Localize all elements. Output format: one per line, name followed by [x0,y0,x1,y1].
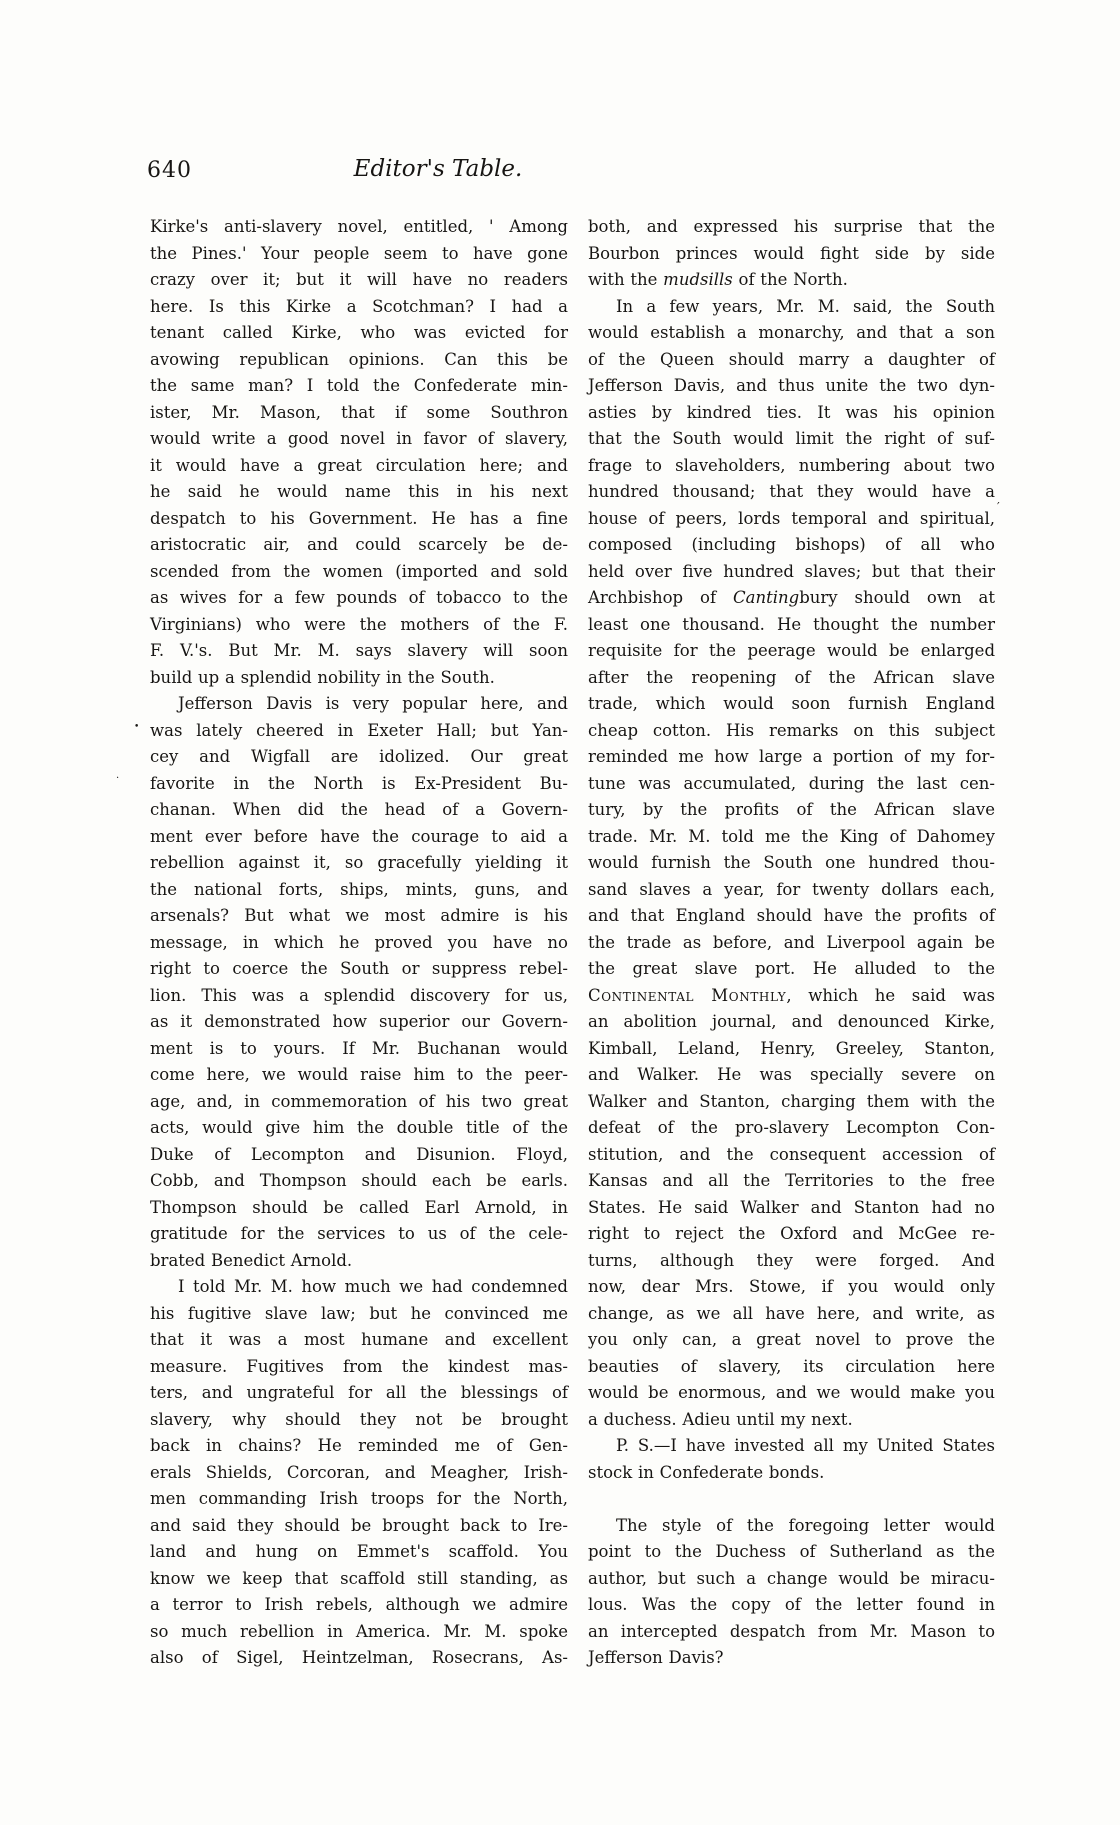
text-line: now, dear Mrs. Stowe, if you would only [588,1277,995,1296]
text-line: trade. Mr. M. told me the King of Dahomey [588,826,995,846]
text-line: avowing republican opinions. Can this be [150,349,568,369]
right-column [588,214,995,1672]
text-line: the Pines.' Your people seem to have gone [150,243,568,263]
text-line: Kirke's anti-slavery novel, entitled, ' Among [150,217,568,236]
text-line: P. S.—I have invested all my United States [616,1436,995,1455]
text-line: a duchess. Adieu until my next. [588,1409,853,1429]
text-line: and said they should be brought back to Ire- [150,1515,568,1535]
text-line: beauties of slavery, its circulation here [588,1356,995,1376]
text-line: States. He said Walker and Stanton had no [588,1197,995,1217]
page-number: 640 [147,158,192,183]
text-line: was lately cheered in Exeter Hall; but Yan- [150,720,568,740]
text-line: with the mudsills of the North. [588,270,848,289]
ink-speck: • [134,722,140,732]
text-line: tury, by the profits of the African slave [588,800,995,819]
text-line: an abolition journal, and denounced Kirke, [588,1012,995,1031]
text-line: ment ever before have the courage to aid a [150,826,568,846]
text-line: the same man? I told the Confederate min- [150,376,568,395]
text-line: ters, and ungrateful for all the blessings of [150,1383,568,1402]
text-line: crazy over it; but it will have no readers [150,270,568,289]
text-line: and Walker. He was specially severe on [588,1065,995,1084]
text-line: that the South would limit the right of suf- [588,429,995,448]
text-line: a terror to Irish rebels, although we admire [150,1595,568,1614]
ink-speck: . [116,770,120,781]
text-line: In a few years, Mr. M. said, the South [616,296,995,316]
text-line: Duke of Lecompton and Disunion. Floyd, [150,1144,568,1164]
paragraph [588,1433,995,1486]
text-line: build up a splendid nobility in the South. [150,667,495,687]
text-line: The style of the foregoing letter would [616,1515,995,1535]
text-line: tenant called Kirke, who was evicted for [150,323,568,342]
running-title: Editor's Table. [353,156,523,182]
text-line: erals Shields, Corcoran, and Meagher, Irish- [150,1462,568,1482]
text-line: F. V.'s. But Mr. M. says slavery will soon [150,641,568,660]
text-line: that it was a most humane and excellent [150,1330,568,1349]
text-line: asties by kindred ties. It was his opinion [588,402,995,422]
text-line: turns, although they were forged. And [588,1250,995,1270]
text-line: favorite in the North is Ex-President Bu- [150,773,568,793]
paragraph [588,294,995,1434]
text-line: men commanding Irish troops for the North, [150,1489,568,1508]
text-line: chanan. When did the head of a Govern- [150,800,568,819]
text-line: point to the Duchess of Sutherland as the [588,1542,995,1561]
text-block [150,214,995,1672]
text-line: message, in which he proved you have no [150,932,568,952]
text-line: hundred thousand; that they would have a [588,482,995,501]
text-line: also of Sigel, Heintzelman, Rosecrans, As- [150,1648,568,1667]
text-line: and that England should have the profits of [588,906,995,925]
text-line: it would have a great circulation here; and [150,455,568,475]
text-line: Kansas and all the Territories to the free [588,1171,995,1190]
paragraph [588,1513,995,1672]
text-line: cey and Wigfall are idolized. Our great [150,747,568,766]
text-line: so much rebellion in America. Mr. M. spoke [150,1621,568,1641]
text-line: ister, Mr. Mason, that if some Southron [150,402,568,422]
text-line: stitution, and the consequent accession of [588,1144,995,1164]
text-line: land and hung on Emmet's scaffold. You [150,1542,568,1561]
text-line: Bourbon princes would fight side by side [588,243,995,263]
text-line: house of peers, lords temporal and spiritual, [588,508,995,528]
text-line: after the reopening of the African slave [588,667,995,687]
text-line: Virginians) who were the mothers of the F. [150,614,568,634]
text-line: lous. Was the copy of the letter found in [588,1595,995,1614]
text-line: I told Mr. M. how much we had condemned [178,1277,568,1296]
text-line: cheap cotton. His remarks on this subject [588,720,995,740]
text-line: sand slaves a year, for twenty dollars each, [588,879,995,899]
text-line: Continental Monthly, which he said was [588,985,995,1005]
text-line: despatch to his Government. He has a fine [150,508,568,528]
text-line: would furnish the South one hundred thou- [588,853,995,872]
text-line: Cobb, and Thompson should each be earls. [150,1171,568,1190]
text-line: the trade as before, and Liverpool again be [588,932,995,952]
text-line: frage to slaveholders, numbering about two [588,455,995,475]
paragraph [588,214,995,294]
text-line: Archbishop of Cantingbury should own at [588,588,996,607]
text-line: age, and, in commemoration of his two great [150,1091,568,1111]
text-line: you only can, a great novel to prove the [588,1330,995,1349]
text-line: arsenals? But what we most admire is his [150,906,568,925]
text-line: composed (including bishops) of all who [588,535,995,554]
text-line: here. Is this Kirke a Scotchman? I had a [150,296,568,316]
left-column [150,214,568,1672]
text-line: would write a good novel in favor of slavery, [150,429,568,448]
text-line: requisite for the peerage would be enlarged [588,641,995,660]
text-line: his fugitive slave law; but he convinced me [150,1303,568,1323]
text-line: of the Queen should marry a daughter of [588,349,995,369]
text-line: back in chains? He reminded me of Gen- [150,1436,568,1455]
text-line: would establish a monarchy, and that a son [588,323,995,342]
text-line: scended from the women (imported and sold [150,561,568,581]
text-line: Jefferson Davis, and thus unite the two dyn- [588,376,995,395]
text-line: would be enormous, and we would make you [588,1383,995,1402]
ink-speck: ′ [997,500,1000,514]
text-line: he said he would name this in his next [150,482,568,501]
text-line: measure. Fugitives from the kindest mas- [150,1356,568,1376]
text-line: trade, which would soon furnish England [588,694,995,713]
text-line: the national forts, ships, mints, guns, and [150,879,568,899]
text-line: know we keep that scaffold still standing, as [150,1568,568,1588]
text-line: defeat of the pro-slavery Lecompton Con- [588,1118,995,1137]
text-line: reminded me how large a portion of my for- [588,747,995,766]
text-line: least one thousand. He thought the number [588,614,995,634]
text-line: gratitude for the services to us of the cele- [150,1224,568,1243]
text-line: rebellion against it, so gracefully yielding it [150,853,568,872]
text-line: Kimball, Leland, Henry, Greeley, Stanton, [588,1038,995,1058]
paragraph [150,1274,568,1672]
text-line: the great slave port. He alluded to the [588,959,995,978]
text-line: acts, would give him the double title of the [150,1118,568,1137]
text-line: Jefferson Davis? [588,1648,724,1667]
text-line: both, and expressed his surprise that the [588,217,995,236]
text-line: held over five hundred slaves; but that their [588,561,995,581]
paragraph [150,214,568,691]
text-line: come here, we would raise him to the peer- [150,1065,568,1084]
text-line: ment is to yours. If Mr. Buchanan would [150,1038,568,1058]
text-line: author, but such a change would be miracu- [588,1568,995,1588]
text-line: as it demonstrated how superior our Govern- [150,1012,568,1031]
text-line: right to reject the Oxford and McGee re- [588,1224,995,1243]
text-line: aristocratic air, and could scarcely be de- [150,535,568,554]
text-line: change, as we all have here, and write, as [588,1303,995,1323]
text-line: right to coerce the South or suppress rebel- [150,959,568,978]
text-line: an intercepted despatch from Mr. Mason to [588,1621,995,1641]
text-line: tune was accumulated, during the last cen- [588,773,995,793]
text-line: Thompson should be called Earl Arnold, in [150,1197,568,1217]
text-line: as wives for a few pounds of tobacco to the [150,588,568,607]
text-line: Jefferson Davis is very popular here, and [178,694,568,713]
text-line: Walker and Stanton, charging them with the [588,1091,995,1111]
paragraph [150,691,568,1274]
text-line: slavery, why should they not be brought [150,1409,568,1429]
text-line: lion. This was a splendid discovery for us, [150,985,568,1005]
text-line: stock in Confederate bonds. [588,1462,825,1482]
text-line: brated Benedict Arnold. [150,1250,353,1270]
